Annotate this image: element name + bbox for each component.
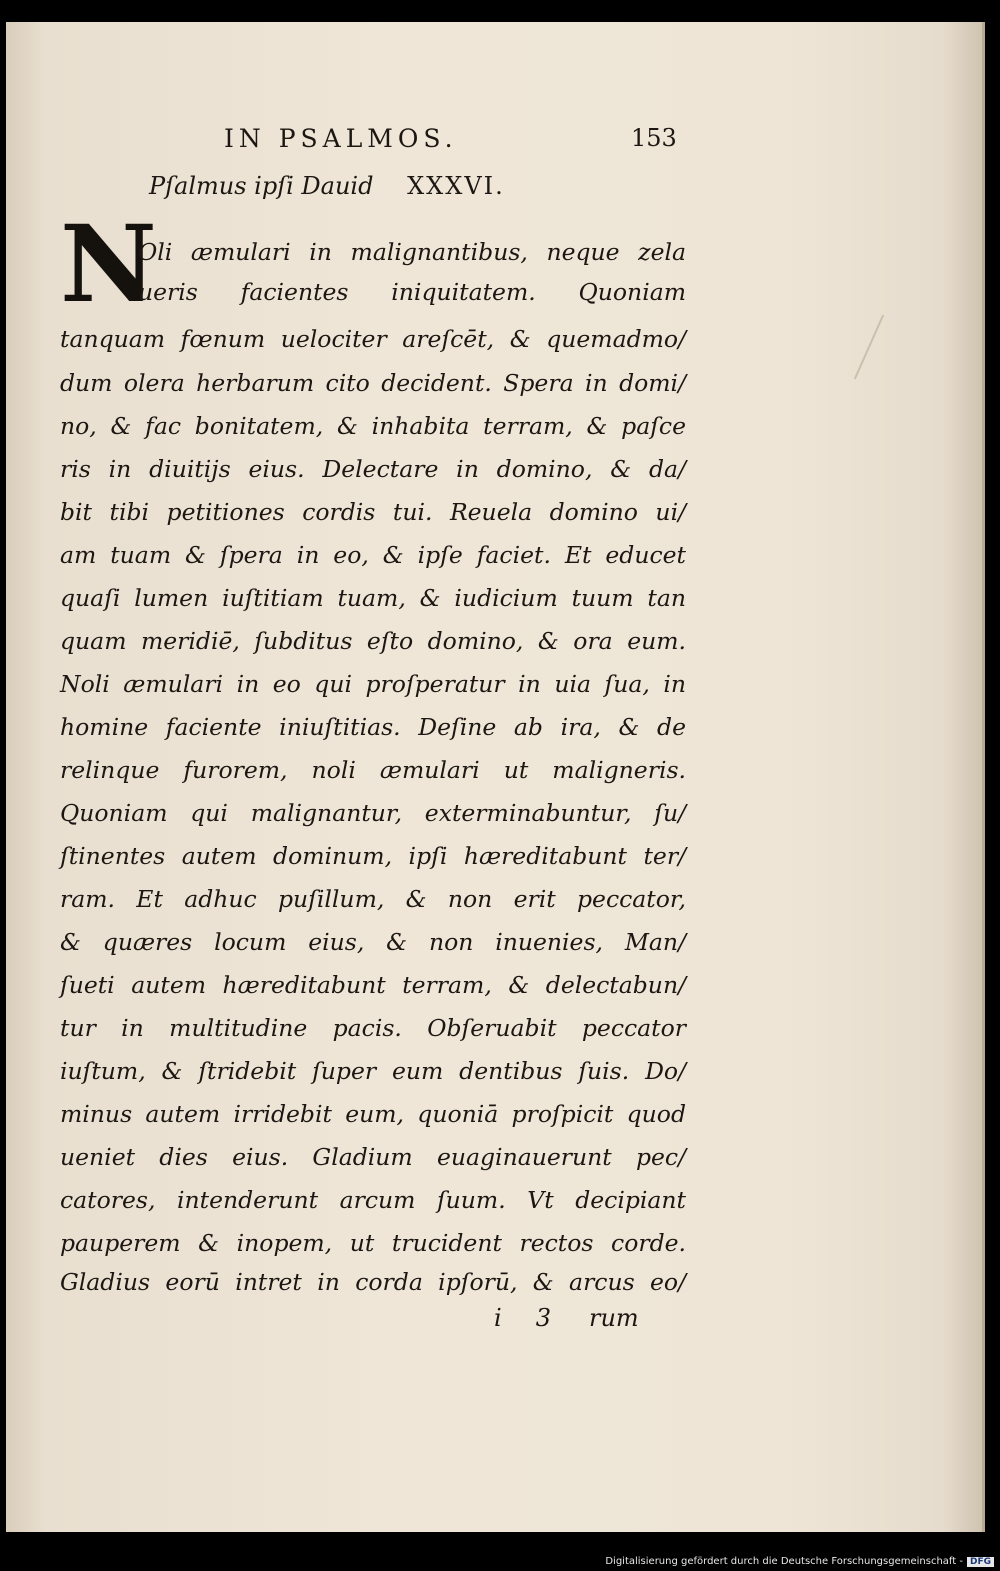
signature-mark: i <box>494 1304 502 1332</box>
text-line: ueniet dies eius. Gladium euaginauerunt pec/ <box>60 1143 686 1171</box>
text-line: tur in multitudine pacis. Obſeruabit peccator <box>60 1014 686 1042</box>
text-line: ſtinentes autem dominum, ipſi hæreditabunt ter/ <box>60 842 686 870</box>
text-line: no, & fac bonitatem, & inhabita terram, & paſce <box>60 412 686 440</box>
footer-credit-text: Digitalisierung gefördert durch die Deutsche Forschungsgemeinschaft - <box>605 1556 963 1567</box>
text-line: homine faciente iniuſtitias. Deſine ab ira, & de <box>60 713 686 741</box>
text-line: am tuam & ſpera in eo, & ipſe faciet. Et educet <box>60 541 686 569</box>
text-line: Gladius eorū intret in corda ipſorū, & arcus eo/ <box>60 1268 686 1296</box>
text-line: ris in diuitijs eius. Delectare in domino, & da/ <box>60 455 686 483</box>
text-line: pauperem & inopem, ut trucident rectos corde. <box>60 1229 686 1257</box>
text-line: iuſtum, & ſtridebit ſuper eum dentibus ſuis. Do/ <box>60 1057 686 1085</box>
text-line: Noli æmulari in eo qui proſperatur in uia ſua, in <box>60 670 686 698</box>
drop-initial: N <box>60 201 157 326</box>
text-line: quaſi lumen iuſtitiam tuam, & iudicium tuum tan <box>60 584 686 612</box>
catchword: rum <box>588 1304 639 1332</box>
text-line: tanquam fœnum uelociter areſcēt, & quemadmo/ <box>60 325 686 353</box>
catchline <box>494 1304 694 1332</box>
book-page <box>6 22 985 1532</box>
text-line: & quæres locum eius, & non inuenies, Man/ <box>60 928 686 956</box>
text-line: quam meridiē, ſubditus eſto domino, & ora eum. <box>60 627 686 655</box>
text-line: dum olera herbarum cito decident. Spera in domi/ <box>60 369 686 397</box>
psalm-title-text: Pſalmus ipſi Dauid <box>149 172 374 200</box>
text-line: bit tibi petitiones cordis tui. Reuela domino ui/ <box>60 498 686 526</box>
text-line: Quoniam qui malignantur, exterminabuntur, ſu/ <box>60 799 686 827</box>
psalm-title <box>149 172 505 200</box>
signature-number: 3 <box>535 1304 551 1332</box>
folio-number: 153 <box>631 124 677 152</box>
text-block <box>54 124 694 1332</box>
text-line: relinque furorem, noli æmulari ut maligneris. <box>60 756 686 784</box>
text-line: catores, intenderunt arcum ſuum. Vt decipiant <box>60 1186 686 1214</box>
page-edge <box>982 22 985 1532</box>
text-line: minus autem irridebit eum, quoniā proſpicit quod <box>60 1100 686 1128</box>
footer-credit <box>605 1556 994 1567</box>
pen-mark <box>854 315 884 380</box>
text-line: ueris facientes iniquitatem. Quoniam <box>138 278 686 306</box>
psalm-number: XXXVI. <box>407 172 505 200</box>
text-line: ram. Et adhuc puſillum, & non erit peccator, <box>60 885 686 913</box>
text-line: ſueti autem hæreditabunt terram, & delectabun/ <box>60 971 686 999</box>
dfg-logo: DFG <box>967 1557 994 1567</box>
text-line: Oli æmulari in malignantibus, neque zela <box>138 238 686 266</box>
running-head: IN PSALMOS. <box>224 124 458 153</box>
